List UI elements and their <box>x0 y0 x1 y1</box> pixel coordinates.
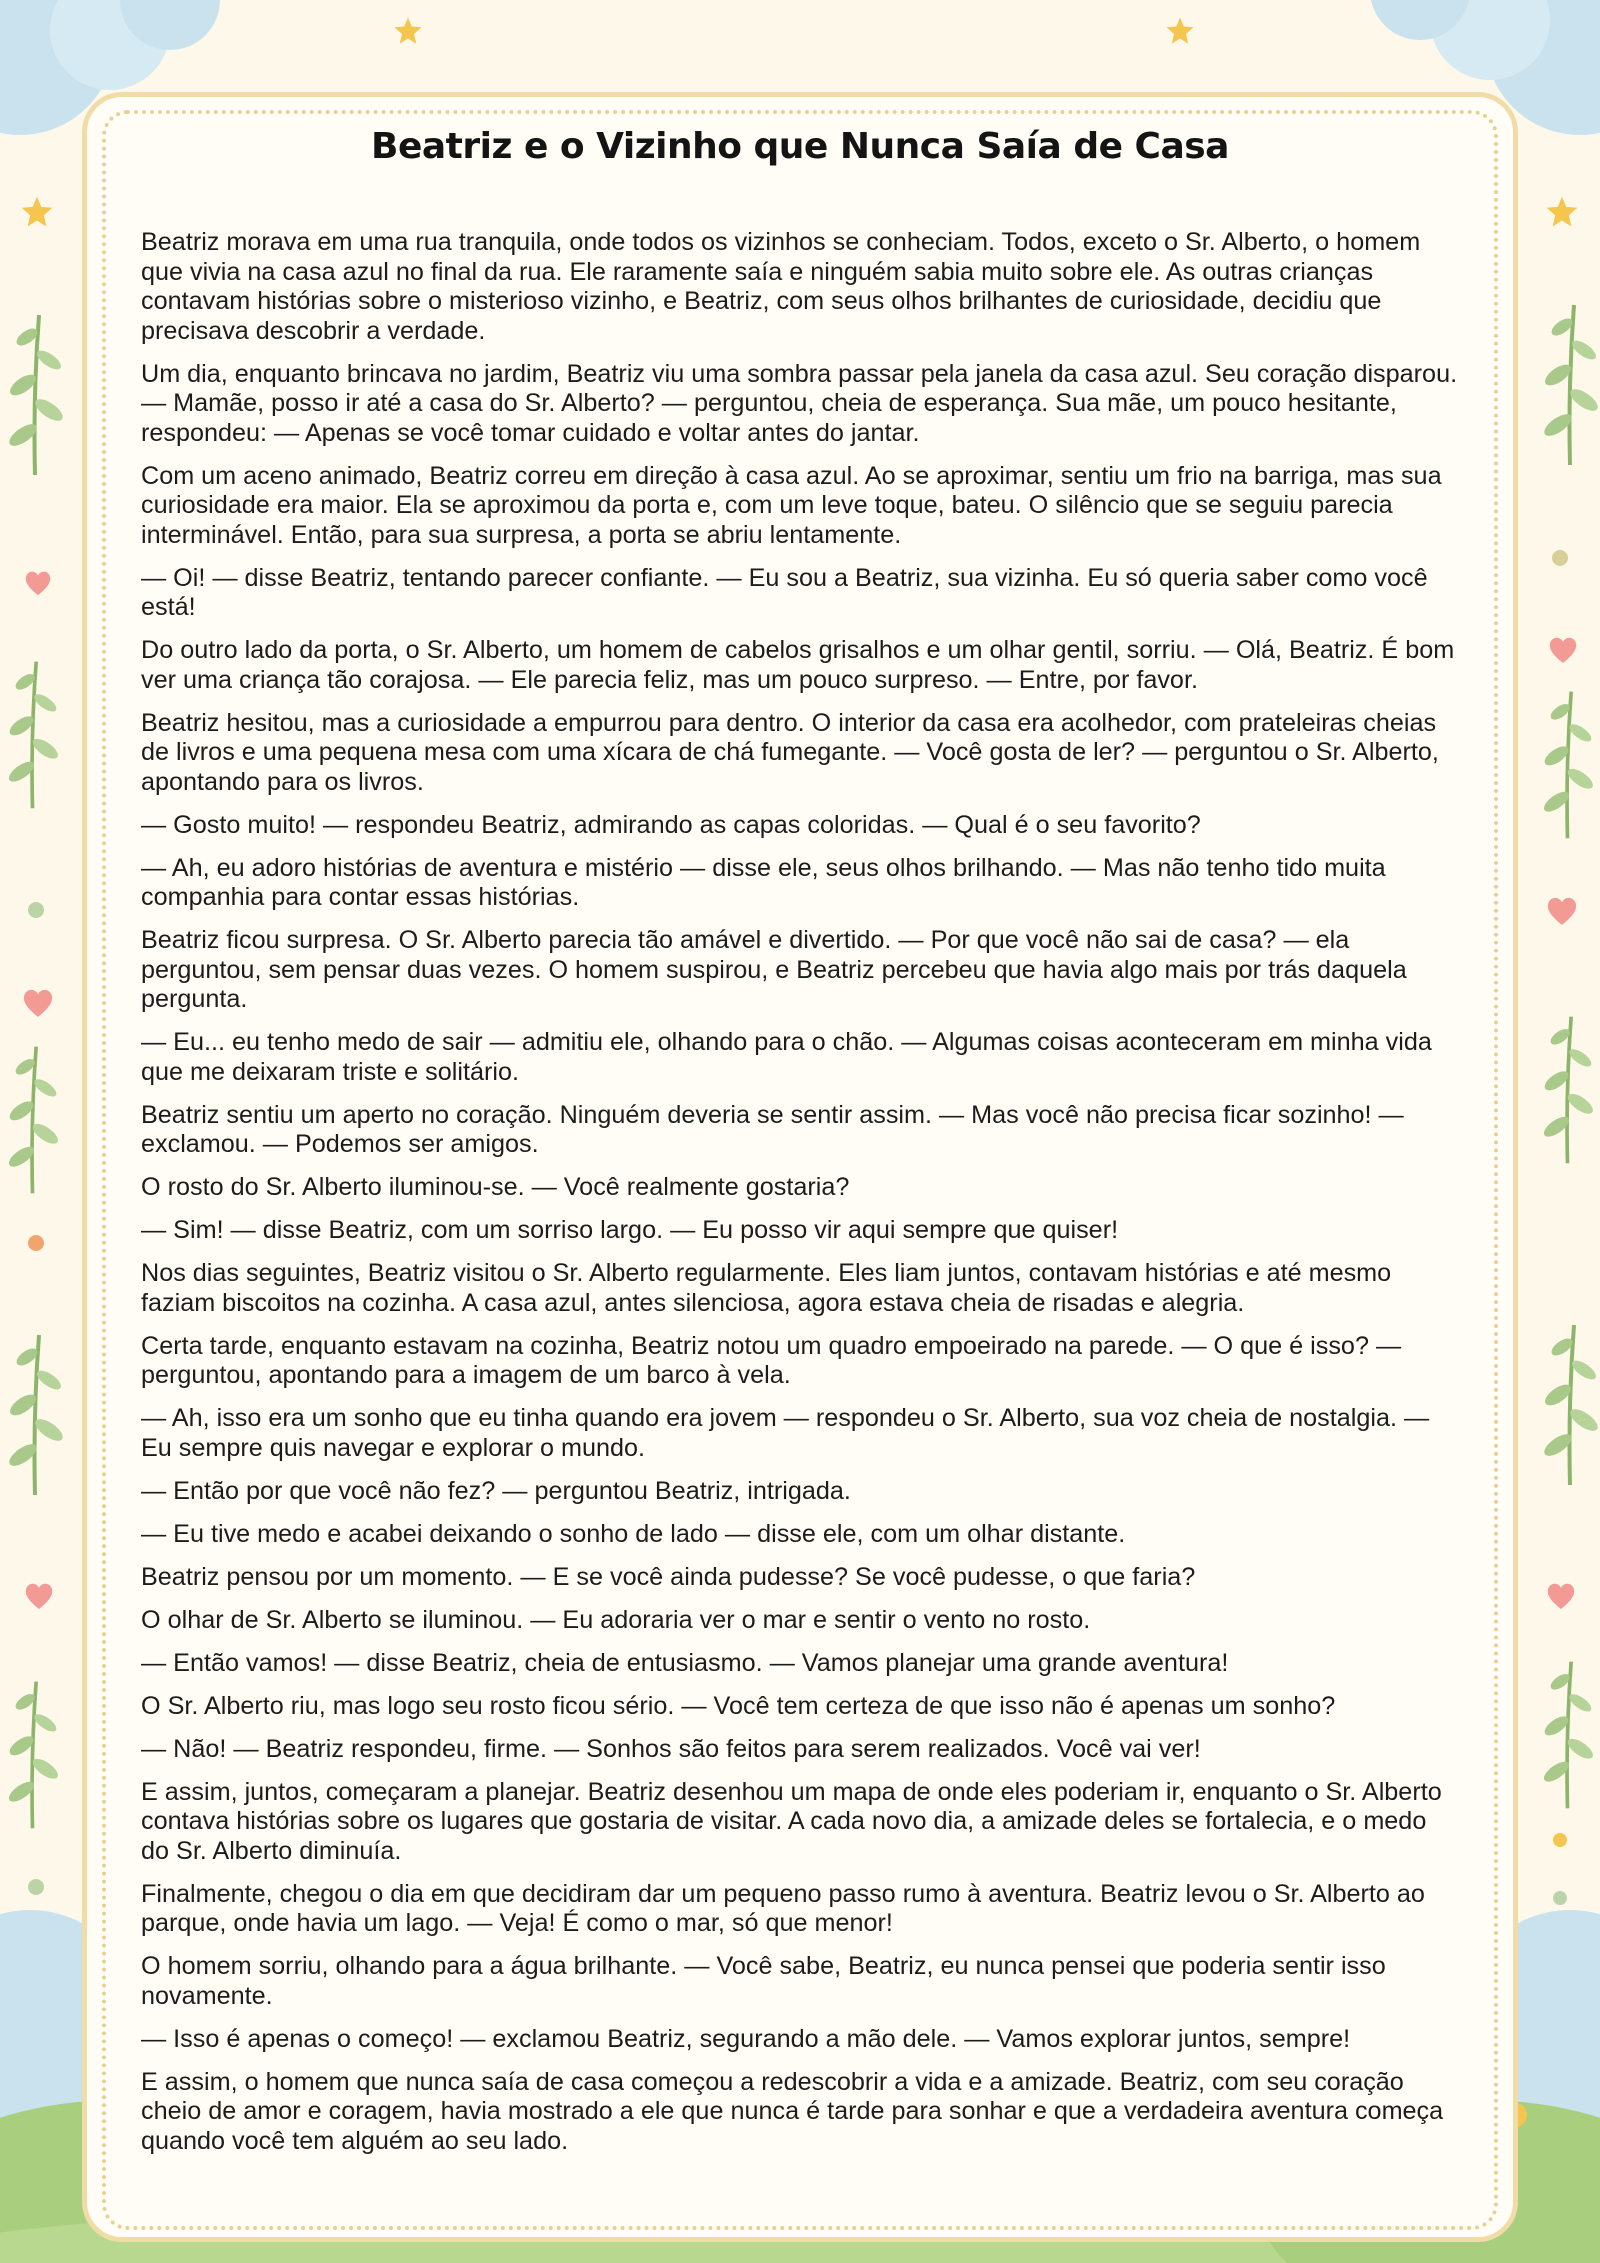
story-paragraph: — Sim! — disse Beatriz, com um sorriso largo. — Eu posso vir aqui sempre que quiser! <box>141 1216 1119 1244</box>
story-paragraph: — Eu... eu tenho medo de sair — admitiu ele, olhando para o chão. — Algumas coisas aconteceram em minha vida que me deixaram triste e solitário. <box>141 1028 1432 1086</box>
story-paragraph: — Eu tive medo e acabei deixando o sonho de lado — disse ele, com um olhar distante. <box>141 1519 1126 1548</box>
story-paragraph: — Então vamos! — disse Beatriz, cheia de entusiasmo. — Vamos planejar uma grande aventura! <box>141 1648 1229 1677</box>
leaf-sprig-icon <box>6 662 61 809</box>
leaf-sprig-icon <box>6 1682 61 1829</box>
story-paragraph: Do outro lado da porta, o Sr. Alberto, um homem de cabelos grisalhos e um olhar gentil, sorriu. — Olá, Beatriz. É bom ver uma criança tão corajosa. — Ele parecia feliz, mas um pouco surpreso. — Entre, por favor. <box>141 636 1455 694</box>
story-body <box>141 228 1461 2170</box>
story-paragraph: Beatriz hesitou, mas a curiosidade a empurrou para dentro. O interior da casa era acolhedor, com prateleiras cheias de livros e uma pequena mesa com uma xícara de chá fumegante. — Você gosta de ler? — perguntou o Sr. Alberto, apontando para os livros. <box>141 708 1439 796</box>
story-paragraph: — Ah, eu adoro histórias de aventura e mistério — disse ele, seus olhos brilhando. — Mas não tenho tido muita companhia para contar essas histórias. <box>141 853 1386 911</box>
story-paragraph: O homem sorriu, olhando para a água brilhante. — Você sabe, Beatriz, eu nunca pensei que poderia sentir isso novamente. <box>141 1952 1386 2010</box>
heart-icon <box>24 990 52 1017</box>
story-paragraph: Beatriz pensou por um momento. — E se você ainda pudesse? Se você pudesse, o que faria? <box>141 1562 1196 1591</box>
story-paragraph: Nos dias seguintes, Beatriz visitou o Sr. Alberto regularmente. Eles liam juntos, contavam histórias e até mesmo faziam biscoitos na cozinha. A casa azul, antes silenciosa, agora estava cheia de risadas e alegria. <box>141 1259 1392 1317</box>
story-paragraph: Beatriz sentiu um aperto no coração. Ninguém deveria se sentir assim. — Mas você não precisa ficar sozinho! — exclamou. — Podemos ser amigos. <box>141 1100 1404 1158</box>
story-paragraph: O olhar de Sr. Alberto se iluminou. — Eu adoraria ver o mar e sentir o vento no rosto. <box>141 1605 1091 1634</box>
story-paragraph: Um dia, enquanto brincava no jardim, Beatriz viu uma sombra passar pela janela da casa azul. Seu coração disparou. — Mamãe, posso ir até a casa do Sr. Alberto? — perguntou, cheia de esperança. Sua mãe, um pouco hesitante, respondeu: — Apenas se você tomar cuidado e voltar antes do jantar. <box>141 359 1458 447</box>
story-paragraph: E assim, o homem que nunca saía de casa começou a redescobrir a vida e a amizade. Beatriz, com seu coração cheio de amor e coragem, havia mostrado a ele que nunca é tarde para sonhar e que a verdadeira aventura começa quando você tem alguém ao seu lado. <box>141 2067 1444 2155</box>
story-paragraph: — Não! — Beatriz respondeu, firme. — Sonhos são feitos para serem realizados. Você vai ver! <box>141 1734 1201 1763</box>
story-paragraph: — Então por que você não fez? — perguntou Beatriz, intrigada. <box>141 1476 851 1505</box>
leaf-sprig-icon <box>1541 305 1600 465</box>
story-paragraph: — Isso é apenas o começo! — exclamou Beatriz, segurando a mão dele. — Vamos explorar juntos, sempre! <box>141 2024 1351 2053</box>
story-paragraph: Beatriz morava em uma rua tranquila, onde todos os vizinhos se conheciam. Todos, exceto o Sr. Alberto, o homem que vivia na casa azul no final da rua. Ele raramente saía e ninguém sabia muito sobre ele. As outras crianças contavam histórias sobre o misterioso vizinho, e Beatriz, com seus olhos brilhantes de curiosidade, decidiu que precisava descobrir a verdade. <box>141 228 1421 345</box>
leaf-sprig-icon <box>6 1335 66 1495</box>
story-paragraph: Beatriz ficou surpresa. O Sr. Alberto parecia tão amável e divertido. — Por que você não sai de casa? — ela perguntou, sem pensar duas vezes. O homem suspirou, e Beatriz percebeu que havia algo mais por trás daquela pergunta. <box>141 926 1407 1013</box>
story-title: Beatriz e o Vizinho que Nunca Saía de Casa <box>371 126 1229 167</box>
story-paragraph: — Gosto muito! — respondeu Beatriz, admirando as capas coloridas. — Qual é o seu favorito? <box>141 810 1201 839</box>
story-paragraph: Com um aceno animado, Beatriz correu em direção à casa azul. Ao se aproximar, sentiu um frio na barriga, mas sua curiosidade era maior. Ela se aproximou da porta e, com um leve toque, bateu. O silêncio que se seguiu parecia interminável. Então, para sua surpresa, a porta se abriu lentamente. <box>141 461 1442 549</box>
star-icon <box>1167 18 1194 44</box>
story-paragraph: — Ah, isso era um sonho que eu tinha quando era jovem — respondeu o Sr. Alberto, sua voz cheia de nostalgia. — Eu sempre quis navegar e explorar o mundo. <box>141 1404 1430 1462</box>
heart-icon <box>1550 638 1576 663</box>
story-paragraph: Finalmente, chegou o dia em que decidiram dar um pequeno passo rumo à aventura. Beatriz levou o Sr. Alberto ao parque, onde havia um lago. — Veja! É como o mar, só que menor! <box>141 1879 1425 1937</box>
star-icon <box>395 18 422 44</box>
story-paragraph: E assim, juntos, começaram a planejar. Beatriz desenhou um mapa de onde eles poderiam ir, enquanto o Sr. Alberto contava histórias sobre os lugares que gostaria de visitar. A cada novo dia, a amizade deles se fortalecia, e o medo do Sr. Alberto diminuía. <box>141 1777 1442 1865</box>
story-paragraph: Certa tarde, enquanto estavam na cozinha, Beatriz notou um quadro empoeirado na parede. — O que é isso? — perguntou, apontando para a imagem de um barco à vela. <box>141 1331 1402 1389</box>
star-icon <box>1547 197 1578 227</box>
leaf-sprig-icon <box>1541 1325 1600 1485</box>
heart-icon <box>26 572 51 595</box>
leaf-sprig-icon <box>1541 692 1596 839</box>
heart-icon <box>1548 1584 1574 1609</box>
leaf-sprig-icon <box>1541 1662 1596 1809</box>
leaf-sprig-icon <box>6 315 66 475</box>
star-icon <box>22 197 53 227</box>
leaf-sprig-icon <box>6 1047 61 1194</box>
story-paragraph: — Oi! — disse Beatriz, tentando parecer confiante. — Eu sou a Beatriz, sua vizinha. Eu só queria saber como você está! <box>141 563 1428 621</box>
story-paragraph: O Sr. Alberto riu, mas logo seu rosto ficou sério. — Você tem certeza de que isso não é apenas um sonho? <box>141 1691 1336 1720</box>
heart-icon <box>1548 898 1576 925</box>
leaf-sprig-icon <box>1541 1017 1596 1164</box>
heart-icon <box>26 1584 52 1609</box>
story-paragraph: O rosto do Sr. Alberto iluminou-se. — Você realmente gostaria? <box>141 1173 850 1201</box>
